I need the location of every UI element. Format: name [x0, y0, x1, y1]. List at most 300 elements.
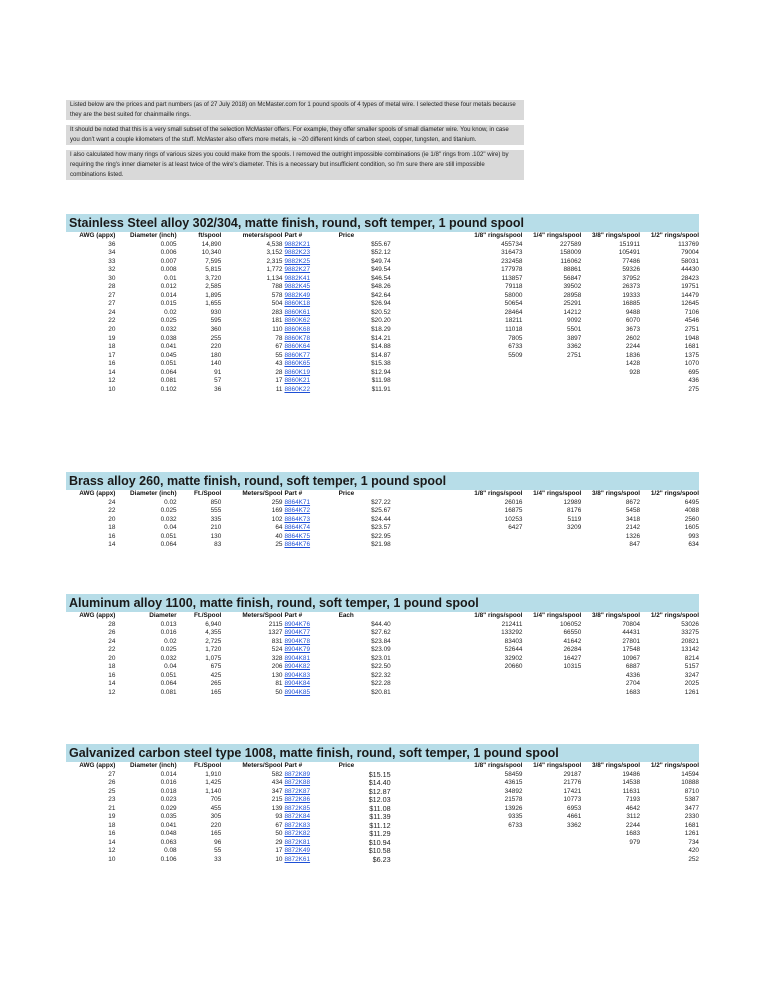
section-title: Brass alloy 260, matte finish, round, soft temper, 1 pound spool [66, 472, 699, 490]
cell-part-number[interactable] [282, 343, 336, 352]
cell-price: $24.44 [371, 515, 391, 523]
cell-rings-three-eighths-inch: 27801 [622, 637, 641, 645]
part-number-link[interactable]: 9882K25 [284, 257, 311, 265]
part-number-link[interactable]: 8872K87 [284, 787, 311, 795]
cell-rings-half-inch: 14479 [681, 291, 699, 299]
cell-part-number[interactable] [282, 830, 336, 839]
cell-diameter: 0.048 [160, 830, 177, 838]
cell-diameter: 0.032 [160, 515, 177, 523]
cell-part-number[interactable] [282, 275, 336, 284]
cell-part-number[interactable] [282, 309, 336, 318]
cell-meters-per-spool: 1,772 [266, 266, 283, 274]
cell-diameter: 0.032 [160, 654, 177, 662]
cell-price: $11.39 [369, 812, 391, 822]
cell-awg: 25 [108, 787, 116, 795]
cell-rings-eighth-inch [391, 847, 523, 856]
cell-part-number[interactable] [282, 672, 336, 681]
cell-meters-per-spool: 181 [271, 317, 283, 325]
table-header-row [66, 490, 699, 499]
cell-rings-three-eighths-inch: 14538 [622, 779, 641, 787]
intro-note-ring-calc: I also calculated how many rings of various sizes you could make from the spools. I removed the outright impossible combinations (ie 1/8" rings from .102" wire) by requiring the ring's inner diameter is at least twice of the wire's diameter. This is a necessary but insufficient condition, so I'm sure there are still impossible combinations listed. [66, 150, 524, 180]
cell-diameter: 0.063 [160, 838, 177, 846]
cell-part-number[interactable] [282, 541, 336, 550]
part-number-link[interactable]: 8904K82 [284, 663, 311, 671]
part-number-link[interactable]: 9882K41 [284, 274, 311, 282]
column-header-rings-half-inch: 1/2" rings/spool [650, 762, 699, 769]
part-number-link[interactable]: 8904K83 [284, 671, 311, 679]
cell-rings-half-inch: 634 [688, 541, 699, 549]
cell-feet-per-spool: 3,720 [205, 274, 222, 282]
part-number-link[interactable]: 8864K75 [284, 532, 311, 540]
cell-rings-quarter-inch: 3362 [567, 821, 582, 829]
table-row [66, 352, 699, 361]
cell-price: $25.67 [371, 507, 391, 515]
cell-meters-per-spool: 4,538 [266, 240, 283, 248]
part-number-link[interactable]: 9882K45 [284, 283, 311, 291]
column-header-diameter: Diameter (inch) [130, 762, 177, 769]
cell-rings-eighth-inch: 6733 [508, 821, 523, 829]
cell-diameter: 0.035 [160, 813, 177, 821]
cell-diameter: 0.014 [160, 291, 177, 299]
cell-part-number[interactable] [282, 822, 336, 831]
cell-diameter: 0.081 [160, 377, 177, 385]
cell-diameter: 0.014 [160, 770, 177, 778]
cell-diameter: 0.041 [160, 821, 177, 829]
cell-feet-per-spool: 210 [210, 524, 222, 532]
part-number-link[interactable]: 8860K61 [284, 308, 311, 316]
table-header-row [66, 232, 699, 241]
cell-part-number[interactable] [282, 839, 336, 848]
cell-rings-half-inch: 5387 [684, 796, 699, 804]
cell-part-number[interactable] [282, 317, 336, 326]
cell-rings-quarter-inch: 3362 [567, 343, 582, 351]
cell-part-number[interactable] [282, 266, 336, 275]
cell-rings-half-inch: 19751 [681, 283, 699, 291]
cell-rings-quarter-inch: 39502 [563, 283, 582, 291]
cell-meters-per-spool: 81 [275, 680, 283, 688]
cell-rings-three-eighths-inch: 77486 [622, 257, 641, 265]
cell-rings-half-inch: 10888 [681, 779, 699, 787]
column-header-meters-per-spool: Meters/Spool [242, 762, 283, 769]
cell-rings-eighth-inch: 34892 [504, 787, 523, 795]
cell-diameter: 0.01 [164, 274, 177, 282]
cell-rings-three-eighths-inch: 3112 [626, 813, 641, 821]
part-number-link[interactable]: 8860K64 [284, 343, 311, 351]
part-number-link[interactable]: 9882K21 [284, 240, 311, 248]
part-number-link[interactable]: 8872K89 [284, 770, 311, 778]
cell-meters-per-spool: 831 [271, 637, 283, 645]
cell-feet-per-spool: 55 [214, 847, 222, 855]
cell-part-number[interactable] [282, 533, 336, 542]
cell-diameter: 0.015 [160, 300, 177, 308]
cell-rings-quarter-inch [522, 856, 581, 865]
part-number-link[interactable]: 8860K62 [284, 317, 311, 325]
cell-feet-per-spool: 555 [210, 507, 222, 515]
cell-diameter: 0.038 [160, 334, 177, 342]
cell-rings-quarter-inch: 26284 [563, 646, 582, 654]
cell-part-number[interactable] [282, 249, 336, 258]
cell-rings-three-eighths-inch: 19486 [622, 770, 641, 778]
part-number-link[interactable]: 8872K84 [284, 813, 311, 821]
cell-feet-per-spool: 130 [210, 532, 222, 540]
column-header-rings-three-eighths-inch: 3/8" rings/spool [591, 612, 641, 619]
part-number-link[interactable]: 8860K22 [284, 385, 311, 393]
cell-feet-per-spool: 33 [214, 856, 222, 864]
cell-part-number[interactable] [282, 335, 336, 344]
cell-rings-quarter-inch: 41642 [563, 637, 582, 645]
cell-part-number[interactable] [282, 386, 336, 395]
cell-rings-three-eighths-inch: 9488 [625, 308, 641, 316]
part-number-link[interactable]: 8860K19 [284, 368, 311, 376]
cell-rings-quarter-inch: 106052 [559, 620, 582, 628]
cell-price: $44.40 [371, 620, 391, 628]
cell-rings-three-eighths-inch: 1428 [625, 360, 641, 368]
part-number-link[interactable]: 9882K49 [284, 291, 311, 299]
cell-diameter: 0.064 [160, 541, 177, 549]
part-number-link[interactable]: 8872K85 [284, 804, 311, 812]
cell-price: $22.32 [371, 671, 391, 679]
cell-diameter: 0.04 [164, 524, 177, 532]
cell-awg: 24 [108, 498, 116, 506]
column-header-rings-half-inch: 1/2" rings/spool [650, 612, 699, 619]
cell-part-number[interactable] [282, 629, 336, 638]
cell-awg: 32 [108, 266, 116, 274]
cell-awg: 14 [108, 838, 116, 846]
cell-part-number[interactable] [282, 292, 336, 301]
part-number-link[interactable]: 8872K49 [284, 847, 311, 855]
cell-part-number[interactable] [282, 241, 336, 250]
part-number-link[interactable]: 8872K81 [284, 838, 311, 846]
table-row [66, 343, 699, 352]
cell-diameter: 0.051 [160, 532, 177, 540]
column-header-part-number: Part # [284, 762, 303, 769]
table-row [66, 335, 699, 344]
cell-awg: 14 [108, 541, 116, 549]
part-number-link[interactable]: 8860K78 [284, 334, 311, 342]
table-row [66, 275, 699, 284]
cell-awg: 33 [108, 257, 116, 265]
cell-rings-half-inch: 28423 [681, 274, 699, 282]
cell-part-number[interactable] [282, 369, 336, 378]
cell-meters-per-spool: 328 [271, 654, 283, 662]
cell-price: $6.23 [372, 855, 391, 865]
cell-awg: 16 [108, 671, 116, 679]
column-header-part-number: Part # [284, 612, 303, 619]
cell-rings-eighth-inch: 6733 [508, 343, 523, 351]
cell-awg: 18 [108, 663, 116, 671]
cell-part-number[interactable] [282, 360, 336, 369]
cell-diameter: 0.045 [160, 351, 177, 359]
table-row [66, 499, 699, 508]
cell-rings-quarter-inch [522, 386, 581, 395]
cell-rings-eighth-inch: 133292 [501, 629, 523, 637]
part-number-link[interactable]: 8864K73 [284, 515, 311, 523]
cell-part-number[interactable] [282, 788, 336, 797]
cell-part-number[interactable] [282, 499, 336, 508]
part-number-link[interactable]: 8904K81 [284, 654, 311, 662]
cell-part-number[interactable] [282, 377, 336, 386]
part-number-link[interactable]: 8872K83 [284, 821, 311, 829]
cell-feet-per-spool: 165 [210, 688, 222, 696]
column-header-price: Price [338, 232, 355, 239]
column-header-rings-quarter-inch: 1/4" rings/spool [533, 232, 582, 239]
intro-note-selection: It should be noted that this is a very small subset of the selection McMaster offers. For example, they offer smaller spools of small diameter wire. You know, in case you don't want a couple kilometers of the stuff. McMaster also offers more metals, ie ~20 different kinds of carbon steel, copper, tungsten, and titanium. [66, 125, 524, 145]
cell-awg: 20 [108, 654, 116, 662]
cell-price: $14.21 [371, 334, 391, 342]
cell-rings-half-inch: 4088 [684, 507, 699, 515]
cell-rings-eighth-inch: 32902 [504, 654, 523, 662]
cell-diameter: 0.018 [160, 787, 177, 795]
cell-rings-half-inch: 3477 [684, 804, 699, 812]
cell-meters-per-spool: 2115 [268, 620, 283, 628]
cell-rings-eighth-inch: 58000 [504, 291, 523, 299]
cell-rings-three-eighths-inch: 3418 [625, 515, 641, 523]
cell-feet-per-spool: 220 [210, 821, 222, 829]
cell-rings-half-inch: 2330 [684, 813, 699, 821]
part-number-link[interactable]: 8872K82 [284, 830, 311, 838]
cell-rings-eighth-inch: 11018 [505, 326, 523, 334]
part-number-link[interactable]: 9882K27 [284, 266, 311, 274]
cell-rings-three-eighths-inch: 105491 [618, 249, 641, 257]
cell-rings-half-inch: 2751 [684, 326, 699, 334]
cell-rings-quarter-inch [522, 533, 581, 542]
cell-diameter: 0.081 [160, 688, 177, 696]
part-number-link[interactable]: 8872K61 [284, 856, 311, 864]
part-number-link[interactable]: 8864K76 [284, 541, 311, 549]
cell-part-number[interactable] [282, 646, 336, 655]
cell-rings-quarter-inch: 14212 [563, 308, 582, 316]
cell-rings-quarter-inch: 3897 [567, 334, 582, 342]
cell-part-number[interactable] [282, 680, 336, 689]
cell-rings-three-eighths-inch [581, 856, 640, 865]
cell-feet-per-spool: 850 [210, 498, 222, 506]
cell-part-number[interactable] [282, 258, 336, 267]
cell-rings-half-inch: 5157 [684, 663, 699, 671]
cell-diameter: 0.051 [160, 360, 177, 368]
cell-rings-half-inch: 1605 [684, 524, 699, 532]
part-number-link[interactable]: 8904K77 [284, 629, 311, 637]
part-number-link[interactable]: 8860K65 [284, 360, 311, 368]
cell-price: $22.50 [371, 663, 391, 671]
cell-price: $49.54 [371, 266, 391, 274]
cell-price: $23.84 [371, 637, 391, 645]
part-number-link[interactable]: 8860K68 [284, 326, 311, 334]
cell-part-number[interactable] [282, 771, 336, 780]
cell-awg: 18 [108, 821, 116, 829]
cell-part-number[interactable] [282, 638, 336, 647]
cell-price: $11.12 [369, 820, 391, 830]
cell-feet-per-spool: 96 [214, 838, 222, 846]
part-number-link[interactable]: 8860K21 [284, 377, 311, 385]
cell-diameter: 0.051 [160, 671, 177, 679]
cell-part-number[interactable] [282, 300, 336, 309]
cell-rings-eighth-inch [391, 360, 523, 369]
cell-rings-three-eighths-inch: 10967 [622, 654, 641, 662]
part-number-link[interactable]: 8904K85 [284, 688, 311, 696]
cell-price: $20.52 [371, 308, 391, 316]
cell-feet-per-spool: 1,425 [205, 779, 222, 787]
table-row [66, 369, 699, 378]
cell-part-number[interactable] [282, 621, 336, 630]
cell-feet-per-spool: 180 [210, 351, 222, 359]
part-number-link[interactable]: 9882K23 [284, 249, 311, 257]
cell-rings-quarter-inch [522, 680, 581, 689]
cell-diameter: 0.02 [164, 637, 177, 645]
column-header-rings-three-eighths-inch: 3/8" rings/spool [591, 762, 641, 769]
part-number-link[interactable]: 8872K88 [284, 779, 311, 787]
table-row [66, 689, 699, 698]
cell-part-number[interactable] [282, 326, 336, 335]
cell-rings-three-eighths-inch: 1836 [625, 351, 641, 359]
cell-rings-three-eighths-inch: 11631 [622, 787, 641, 795]
part-number-link[interactable]: 8904K84 [284, 680, 311, 688]
cell-meters-per-spool: 28 [275, 368, 283, 376]
cell-rings-half-inch: 6495 [684, 498, 699, 506]
column-header-feet-per-spool: Ft./Spool [193, 762, 222, 769]
cell-part-number[interactable] [282, 663, 336, 672]
cell-part-number[interactable] [282, 805, 336, 814]
table-row [66, 638, 699, 647]
cell-rings-quarter-inch: 3209 [567, 524, 582, 532]
cell-rings-quarter-inch [522, 839, 581, 848]
cell-price: $46.54 [371, 274, 391, 282]
cell-diameter: 0.006 [160, 249, 177, 257]
cell-rings-quarter-inch [522, 360, 581, 369]
cell-diameter: 0.007 [160, 257, 177, 265]
cell-meters-per-spool: 29 [275, 838, 283, 846]
cell-meters-per-spool: 215 [271, 796, 283, 804]
cell-part-number[interactable] [282, 352, 336, 361]
table-row [66, 524, 699, 533]
cell-part-number[interactable] [282, 856, 336, 865]
cell-part-number[interactable] [282, 507, 336, 516]
cell-part-number[interactable] [282, 796, 336, 805]
cell-diameter: 0.04 [164, 663, 177, 671]
cell-rings-quarter-inch: 9092 [567, 317, 582, 325]
cell-feet-per-spool: 220 [210, 343, 222, 351]
column-header-awg: AWG (appx) [79, 612, 116, 619]
cell-meters-per-spool: 93 [275, 813, 283, 821]
cell-rings-eighth-inch [391, 541, 523, 550]
column-header-rings-quarter-inch: 1/4" rings/spool [533, 490, 582, 497]
part-number-link[interactable]: 8904K78 [284, 637, 311, 645]
cell-part-number[interactable] [282, 847, 336, 856]
cell-awg: 27 [108, 291, 116, 299]
table-row [66, 533, 699, 542]
cell-rings-half-inch: 1261 [684, 688, 699, 696]
cell-feet-per-spool: 360 [210, 326, 222, 334]
cell-rings-quarter-inch: 158009 [559, 249, 582, 257]
cell-meters-per-spool: 347 [271, 787, 283, 795]
part-number-link[interactable]: 8904K76 [284, 620, 311, 628]
cell-awg: 18 [108, 343, 116, 351]
cell-price: $12.03 [368, 795, 391, 805]
column-header-rings-three-eighths-inch: 3/8" rings/spool [591, 232, 641, 239]
cell-feet-per-spool: 1,655 [205, 300, 222, 308]
part-number-link[interactable]: 8860K18 [284, 300, 311, 308]
cell-rings-eighth-inch: 58459 [504, 770, 523, 778]
cell-price: $23.57 [371, 524, 391, 532]
cell-awg: 24 [108, 308, 116, 316]
cell-part-number[interactable] [282, 779, 336, 788]
cell-awg: 20 [108, 515, 116, 523]
cell-rings-eighth-inch [391, 689, 523, 698]
column-header-diameter: Diameter (inch) [130, 490, 177, 497]
cell-rings-quarter-inch [522, 541, 581, 550]
cell-part-number[interactable] [282, 813, 336, 822]
cell-rings-half-inch: 8214 [684, 654, 699, 662]
cell-diameter: 0.02 [164, 308, 177, 316]
cell-feet-per-spool: 7,595 [205, 257, 222, 265]
cell-awg: 24 [108, 637, 116, 645]
table-row [66, 856, 699, 865]
cell-rings-half-inch: 734 [688, 838, 699, 846]
cell-meters-per-spool: 582 [271, 770, 283, 778]
cell-rings-quarter-inch: 17421 [563, 787, 582, 795]
cell-rings-quarter-inch: 5119 [567, 515, 582, 523]
cell-part-number[interactable] [282, 283, 336, 292]
cell-price: $22.95 [371, 532, 391, 540]
cell-rings-half-inch: 53026 [681, 620, 699, 628]
cell-rings-eighth-inch: 28464 [504, 308, 523, 316]
cell-meters-per-spool: 434 [271, 779, 283, 787]
column-header-diameter: Diameter [149, 612, 177, 619]
column-header-awg: AWG (appx) [79, 232, 116, 239]
column-header-rings-half-inch: 1/2" rings/spool [650, 232, 699, 239]
column-header-rings-three-eighths-inch: 3/8" rings/spool [591, 490, 641, 497]
cell-feet-per-spool: 335 [210, 515, 222, 523]
cell-price: $20.20 [371, 317, 391, 325]
cell-price: $22.28 [371, 680, 391, 688]
cell-part-number[interactable] [282, 516, 336, 525]
table-row [66, 541, 699, 550]
cell-rings-three-eighths-inch: 2704 [625, 680, 641, 688]
cell-awg: 12 [108, 377, 116, 385]
cell-rings-three-eighths-inch: 26373 [622, 283, 641, 291]
column-header-awg: AWG (appx) [79, 490, 116, 497]
cell-meters-per-spool: 283 [271, 308, 283, 316]
section-title: Stainless Steel alloy 302/304, matte finish, round, soft temper, 1 pound spool [66, 214, 699, 232]
cell-awg: 16 [108, 830, 116, 838]
part-number-link[interactable]: 8904K79 [284, 646, 311, 654]
cell-rings-eighth-inch [391, 672, 523, 681]
part-number-link[interactable]: 8864K72 [284, 507, 311, 515]
cell-diameter: 0.102 [160, 385, 177, 393]
cell-meters-per-spool: 17 [275, 377, 283, 385]
cell-rings-eighth-inch: 10253 [504, 515, 523, 523]
part-number-link[interactable]: 8872K86 [284, 796, 311, 804]
cell-meters-per-spool: 578 [271, 291, 283, 299]
cell-awg: 28 [108, 283, 116, 291]
cell-part-number[interactable] [282, 524, 336, 533]
cell-feet-per-spool: 5,815 [205, 266, 222, 274]
cell-part-number[interactable] [282, 655, 336, 664]
cell-awg: 19 [108, 813, 116, 821]
cell-rings-half-inch: 7106 [684, 308, 699, 316]
cell-awg: 22 [108, 646, 116, 654]
part-number-link[interactable]: 8864K71 [284, 498, 311, 506]
cell-meters-per-spool: 110 [272, 326, 283, 334]
column-header-part-number: Part # [284, 232, 303, 239]
column-header-feet-per-spool: Ft./Spool [193, 612, 222, 619]
cell-price: $10.58 [368, 846, 391, 856]
cell-feet-per-spool: 83 [214, 541, 222, 549]
cell-feet-per-spool: 425 [210, 671, 222, 679]
part-number-link[interactable]: 8860K77 [284, 351, 311, 359]
cell-part-number[interactable] [282, 689, 336, 698]
part-number-link[interactable]: 8864K74 [284, 524, 311, 532]
cell-rings-three-eighths-inch: 17548 [622, 646, 641, 654]
